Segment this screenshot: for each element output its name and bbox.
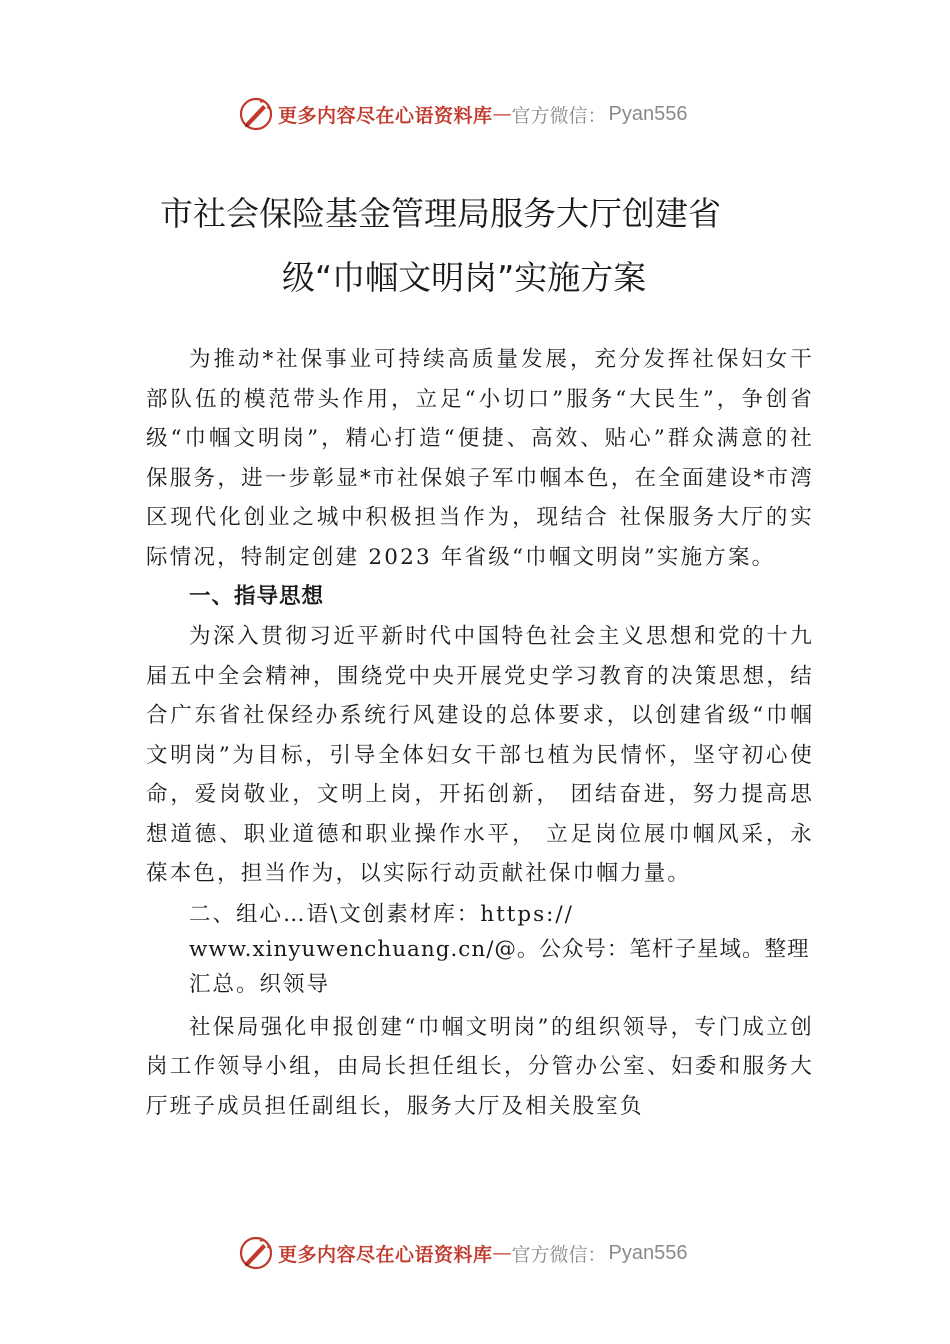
header-banner [238,94,758,134]
footer-brand-text: 更多内容尽在心语资料库 [278,1243,493,1266]
section2-paragraph: 社保局强化申报创建“巾帼文明岗”的组织领导，专门成立创岗工作领导小组，由局长担任组长，分管办公室、妇委和服务大厅班子成员担任副组长，服务大厅及相关股室负 [146,1014,814,1119]
footer-wechat-id: Pyan556 [608,1241,688,1264]
document-title-line2: 级“巾帼文明岗”实施方案 [282,258,647,297]
banner-separator: — [492,103,512,125]
intro-paragraph: 为推动*社保事业可持续高质量发展，充分发挥社保妇女干部队伍的模范带头作用，立足“小切口”服务“大民生”，争创省级“巾帼文明岗”，精心打造“便捷、高效、贴心”群众满意的社保服务，进一步彰显*市社保娘子军巾帼本色，在全面建设*市湾区现代化创业之城中积极担当作为，现结合 社保服务大厅的实际情况，特制定创建 2023 年省级“巾帼文明岗”实施方案。 [146,347,814,570]
section1-paragraph: 为深入贯彻习近平新时代中国特色社会主义思想和党的十九届五中全会精神，围绕党中央开展党史学习教育的决策思想，结合广东省社保经办系统行风建设的总体要求，以创建省级“巾帼文明岗”为目标，引导全体妇女干部乜植为民情怀，坚守初心使命，爱岗敬业，文明上岗，开拓创新， 团结奋进，努力提高思想道德、职业道德和职业操作水平， 立足岗位展巾帼风采，永葆本色，担当作为，以实际行动贡献社保巾帼力量。 [146,624,814,886]
document-body [146,340,814,1126]
section2-heading [146,894,814,1008]
pen-logo-icon [238,1235,274,1271]
section2-heading-line2: www.xinyuwenchuang.cn/@。公众号：笔杆子星域。整理 [189,936,810,962]
banner-wechat-label: 官方微信： [511,104,607,127]
banner-brand-text: 更多内容尽在心语资料库 [278,104,493,127]
section2-heading-line3: 汇总。织领导 [189,971,331,997]
banner-wechat-id: Pyan556 [608,102,688,125]
footer-wechat-label: 官方微信： [511,1243,607,1266]
section2-heading-line1: 二、组心…语\文创素材库：https:// [189,901,574,927]
footer-banner [238,1233,758,1273]
section1-heading: 一、指导思想 [189,584,325,609]
document-title-line1: 市社会保险基金管理局服务大厅创建省 [160,194,721,233]
footer-separator: — [492,1242,512,1264]
pen-logo-icon [238,96,274,132]
